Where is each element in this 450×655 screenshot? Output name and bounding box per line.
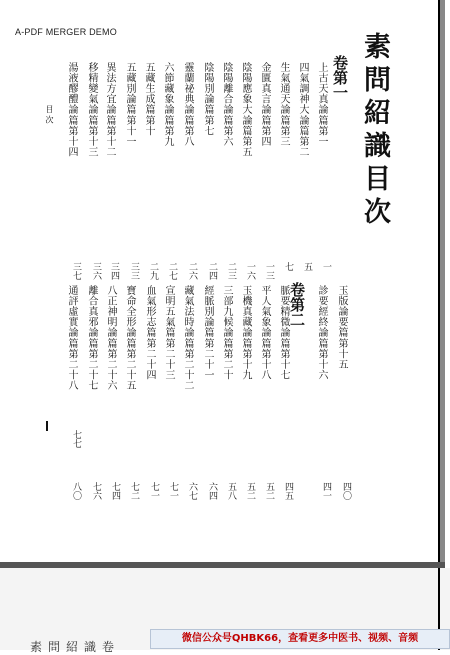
toc-entry: 藏氣法時論篇第二十二	[182, 285, 193, 391]
toc-page-number: 二九	[148, 262, 158, 280]
toc-entry: 通評虛實論篇第二十八	[66, 285, 77, 391]
volume-heading-2: 卷第二	[288, 282, 306, 327]
page-frame-shadow	[440, 0, 445, 562]
toc-entry: 移精變氣論篇第十三	[86, 62, 97, 158]
toc-entry: 經脈別論篇第二十一	[202, 285, 213, 381]
toc-entry: 五藏別論篇第十一	[124, 62, 135, 147]
toc-page-number: 五二	[245, 482, 255, 500]
toc-page-number: 二三	[226, 262, 236, 280]
toc-page-number: 三六	[91, 262, 101, 280]
toc-entry: 血氣形志篇第二十四	[144, 285, 155, 381]
toc-page-number: 七六	[91, 482, 101, 500]
toc-entry: 四氣調神大論篇第二	[297, 62, 308, 158]
toc-entry: 六節藏象論篇第九	[162, 62, 173, 147]
page-side-mark: 目 次	[45, 105, 54, 124]
toc-page-number: 五二	[264, 482, 274, 500]
toc-page-number: 三七	[71, 262, 81, 280]
toc-entry: 八正神明論篇第二十六	[105, 285, 116, 391]
toc-entry: 寶命全形論篇第二十五	[124, 285, 135, 391]
next-page-cut-text: 素問紹識卷	[30, 640, 121, 654]
toc-page-number: 五八	[226, 482, 236, 500]
toc-page-number: 三四	[109, 262, 119, 280]
folio-dash	[46, 421, 48, 431]
toc-page-number: 一三	[264, 262, 274, 280]
toc-page-number: 四〇	[341, 482, 351, 500]
toc-entry: 離合真邪論篇第二十七	[86, 285, 97, 391]
toc-page-number: 六四	[207, 482, 217, 500]
toc-page-number: 七一	[168, 482, 178, 500]
toc-page-number: 一六	[245, 262, 255, 280]
toc-page-number: 二七	[167, 262, 177, 280]
pdf-watermark: A-PDF MERGER DEMO	[15, 27, 117, 37]
toc-entry: 陰陽別論篇第七	[202, 62, 213, 137]
toc-entry: 宣明五氣篇第二十三	[163, 285, 174, 381]
volume-heading-1: 卷第一	[331, 55, 349, 100]
toc-page-number: 七二	[129, 482, 139, 500]
toc-entry: 金匱真言論篇第四	[259, 62, 270, 147]
toc-entry: 湯液醪醴論篇第十四	[66, 62, 77, 158]
toc-entry: 診要經終論篇第十六	[316, 285, 327, 381]
toc-entry: 陰陽應象大論篇第五	[240, 62, 251, 158]
toc-page-number: 三三	[129, 262, 139, 280]
toc-entry: 玉機真藏論篇第十九	[240, 285, 251, 381]
toc-entry: 陰陽離合論篇第六	[221, 62, 232, 147]
toc-page-number: 二六	[187, 262, 197, 280]
toc-page-number: 五	[302, 262, 312, 271]
toc-page-number: 七四	[110, 482, 120, 500]
toc-page-number: 四五	[283, 482, 293, 500]
toc-entry: 五藏生成篇第十	[143, 62, 154, 137]
toc-entry: 脈要精微論篇第十七	[278, 285, 289, 381]
toc-entry: 平人氣象論篇第十八	[259, 285, 270, 381]
toc-page-number: 八〇	[71, 482, 81, 500]
toc-entry: 上古天真論篇第一	[316, 62, 327, 147]
toc-page-number: 七	[283, 262, 293, 271]
toc-page-number: 七一	[149, 482, 159, 500]
toc-page-number: 二四	[207, 262, 217, 280]
toc-page-number: 四一	[321, 482, 331, 500]
toc-entry: 靈蘭祕典論篇第八	[182, 62, 193, 147]
toc-entry: 玉版論要篇第十五	[336, 285, 347, 370]
toc-page-number: 一	[321, 262, 331, 271]
toc-entry: 三部九候論篇第二十	[221, 285, 232, 381]
document-title: 素問紹識目次	[359, 32, 390, 230]
promo-banner: 微信公众号QHBK66，查看更多中医书、视频、音频	[150, 629, 450, 649]
toc-entry: 生氣通天論篇第三	[278, 62, 289, 147]
toc-entry: 異法方宜論篇第十二	[104, 62, 115, 158]
toc-page-number: 六七	[187, 482, 197, 500]
toc-page-number: 七七	[71, 430, 81, 448]
